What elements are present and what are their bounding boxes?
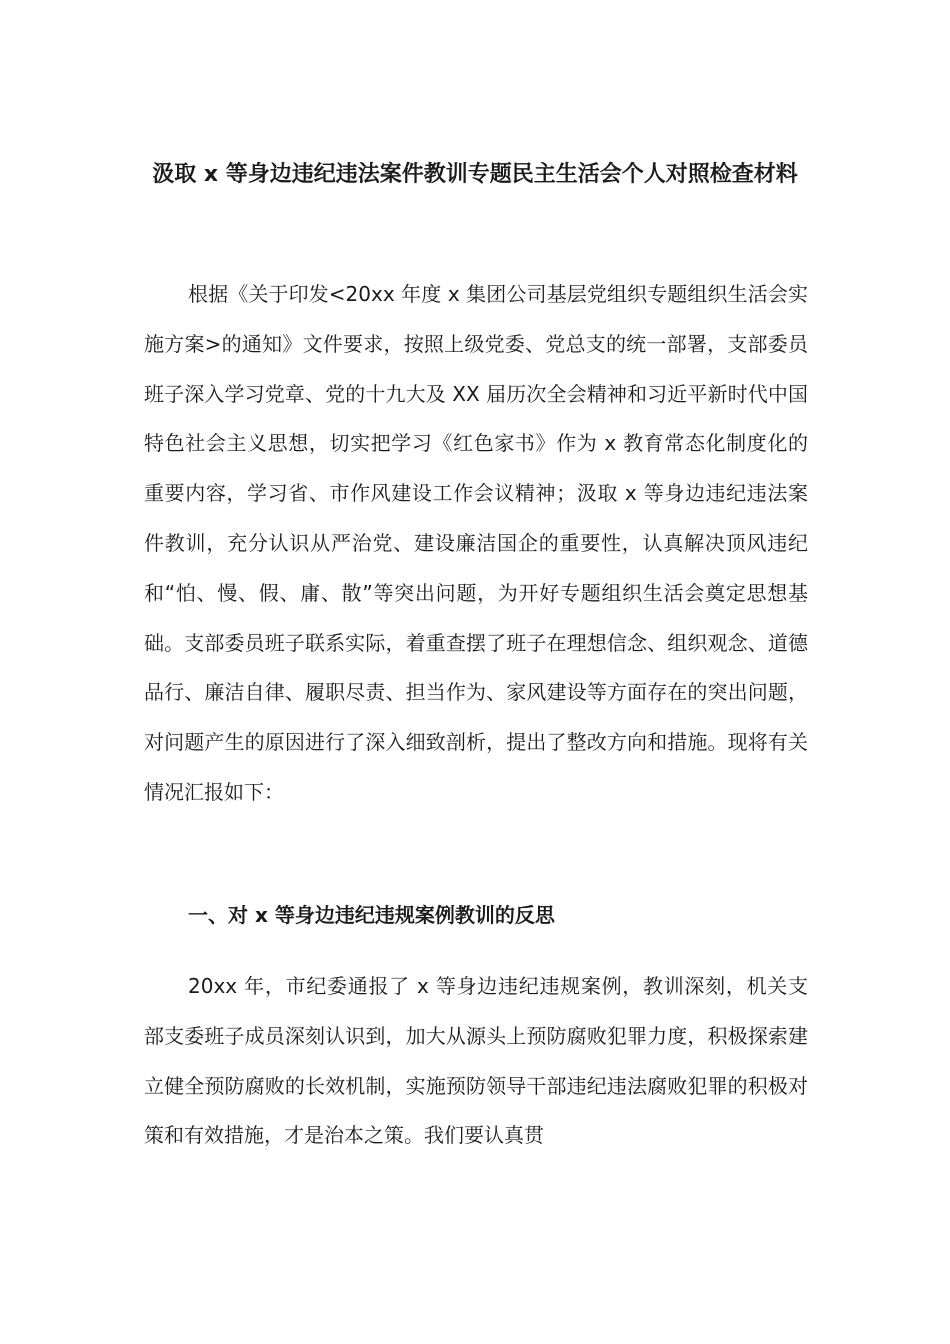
section-paragraph: 20xx 年，市纪委通报了 x 等身边违纪违规案例，教训深刻，机关支部支委班子成员深刻认识到，加大从源头上预防腐败犯罪力度，积极探索建立健全预防腐败的长效机制，实施预防领导干部违纪违法腐败犯罪的积极对策和有效措施，才是治本之策。我们要认真贯 <box>144 974 808 1148</box>
document-title: 汲取 x 等身边违纪违法案件教训专题民主生活会个人对照检查材料 <box>152 162 798 187</box>
intro-paragraph: 根据《关于印发<20xx 年度 x 集团公司基层党组织专题组织生活会实施方案>的通知》文件要求，按照上级党委、党总支的统一部署，支部委员班子深入学习党章、党的十九大及 XX 届历次全会精神和习近平新时代中国特色社会主义思想，切实把学习《红色家书》作为 x 教育常态化制度化的重要内容，学习省、市作风建设工作会议精神；汲取 x 等身边违纪违法案件教训，充分认识从严治党、建设廉洁国企的重要性，认真解决顶风违纪和“怕、慢、假、庸、散”等突出问题，为开好专题组织生活会奠定思想基础。支部委员班子联系实际，着重查摆了班子在理想信念、组织观念、道德品行、廉洁自律、履职尽责、担当作为、家风建设等方面存在的突出问题，对问题产生的原因进行了深入细致剖析，提出了整改方向和措施。现将有关情况汇报如下： <box>144 282 808 804</box>
section-heading: 一、对 x 等身边违纪违规案例教训的反思 <box>188 903 555 927</box>
